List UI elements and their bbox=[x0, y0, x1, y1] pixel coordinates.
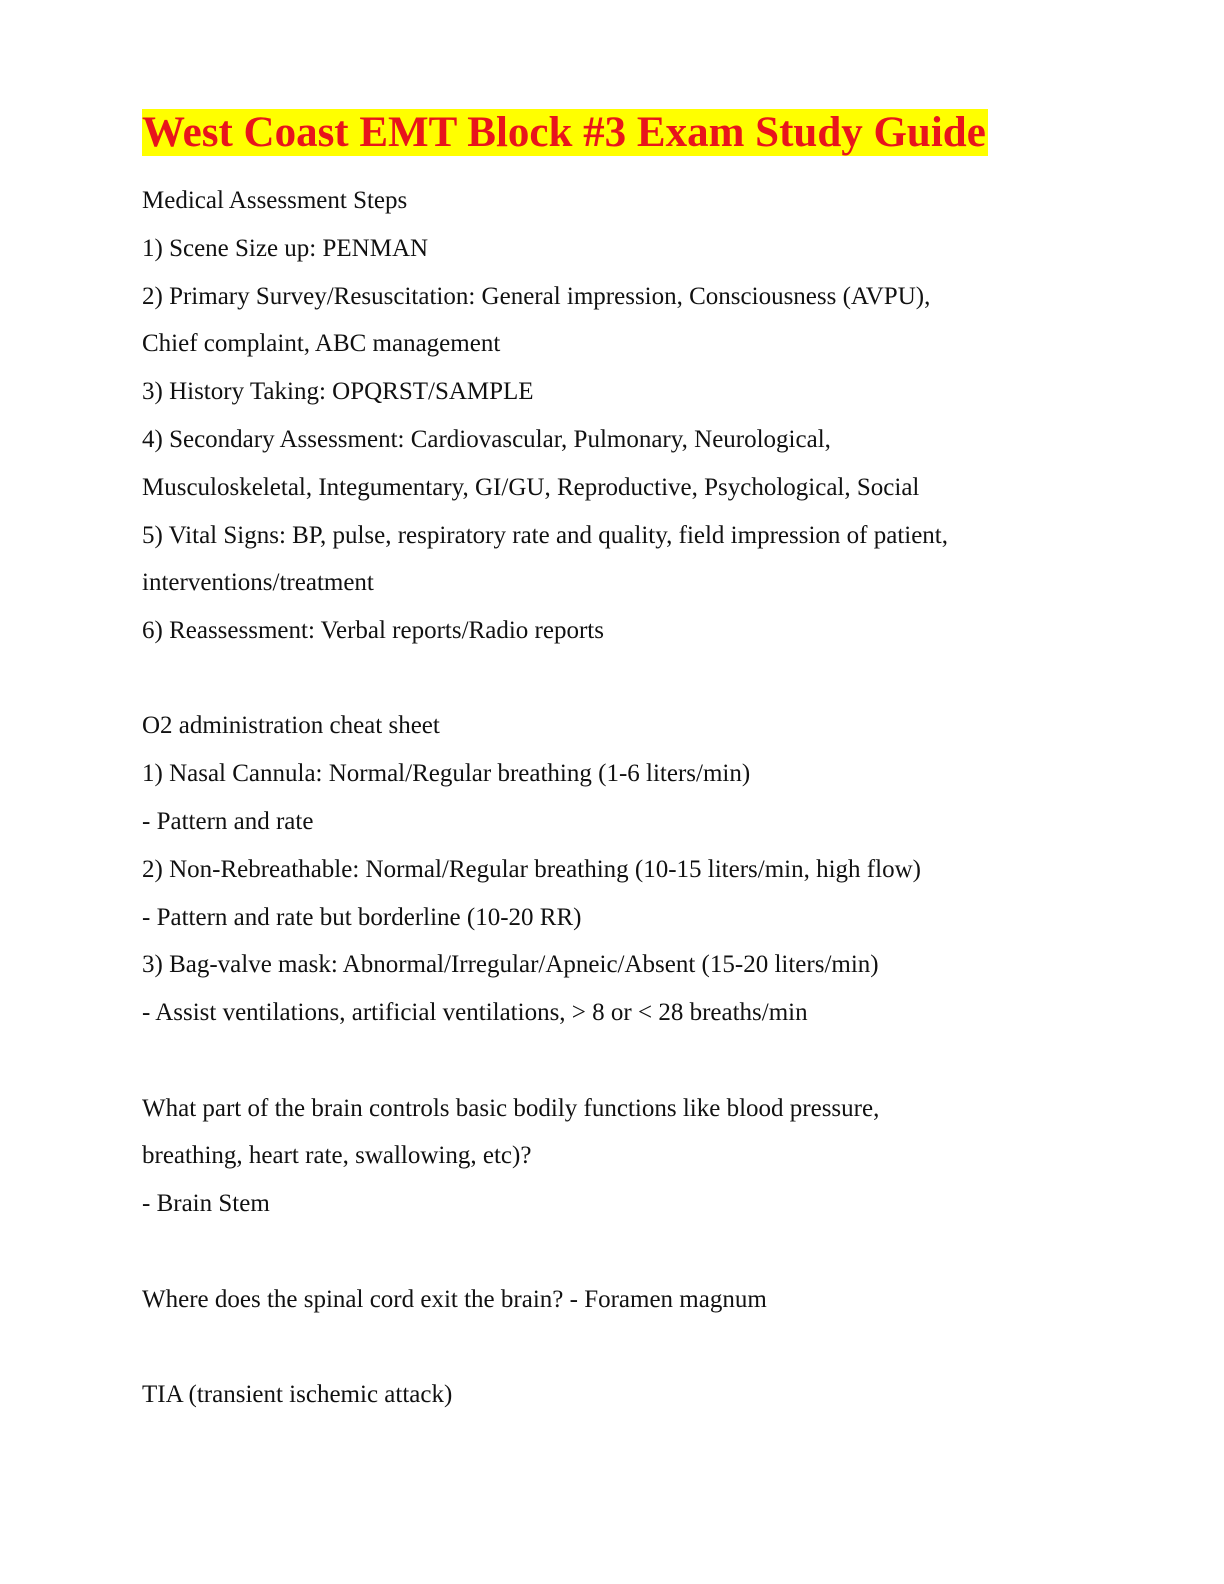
brain-answer: - Brain Stem bbox=[142, 1190, 270, 1217]
document-title bbox=[142, 108, 988, 158]
assessment-step-1: 1) Scene Size up: PENMAN bbox=[142, 235, 429, 262]
title-highlight: West Coast EMT Block #3 Exam Study Guide bbox=[142, 109, 986, 156]
oxygen-item-1: 1) Nasal Cannula: Normal/Regular breathing (1-6 liters/min) bbox=[142, 760, 751, 787]
assessment-step-4: 4) Secondary Assessment: Cardiovascular, Pulmonary, Neurological, bbox=[142, 426, 831, 453]
assessment-step-4-cont: Musculoskeletal, Integumentary, GI/GU, Reproductive, Psychological, Social bbox=[142, 474, 920, 501]
assessment-step-2: 2) Primary Survey/Resuscitation: General impression, Consciousness (AVPU), bbox=[142, 283, 931, 310]
brain-question-cont: breathing, heart rate, swallowing, etc)? bbox=[142, 1142, 532, 1169]
oxygen-item-2-note: - Pattern and rate but borderline (10-20 RR) bbox=[142, 904, 582, 931]
oxygen-heading: O2 administration cheat sheet bbox=[142, 712, 440, 739]
assessment-step-3: 3) History Taking: OPQRST/SAMPLE bbox=[142, 378, 534, 405]
assessment-step-5: 5) Vital Signs: BP, pulse, respiratory rate and quality, field impression of patient, bbox=[142, 522, 949, 549]
oxygen-item-2: 2) Non-Rebreathable: Normal/Regular breathing (10-15 liters/min, high flow) bbox=[142, 856, 921, 883]
spinal-cord-question: Where does the spinal cord exit the brain? - Foramen magnum bbox=[142, 1286, 767, 1313]
assessment-heading: Medical Assessment Steps bbox=[142, 187, 408, 214]
oxygen-item-3-note: - Assist ventilations, artificial ventilations, > 8 or < 28 breaths/min bbox=[142, 999, 808, 1026]
brain-question: What part of the brain controls basic bodily functions like blood pressure, bbox=[142, 1095, 880, 1122]
assessment-step-5-cont: interventions/treatment bbox=[142, 569, 374, 596]
assessment-step-2-cont: Chief complaint, ABC management bbox=[142, 330, 501, 357]
oxygen-item-1-note: - Pattern and rate bbox=[142, 808, 314, 835]
oxygen-item-3: 3) Bag-valve mask: Abnormal/Irregular/Apneic/Absent (15-20 liters/min) bbox=[142, 951, 879, 978]
assessment-step-6: 6) Reassessment: Verbal reports/Radio reports bbox=[142, 617, 604, 644]
tia-heading: TIA (transient ischemic attack) bbox=[142, 1381, 453, 1408]
